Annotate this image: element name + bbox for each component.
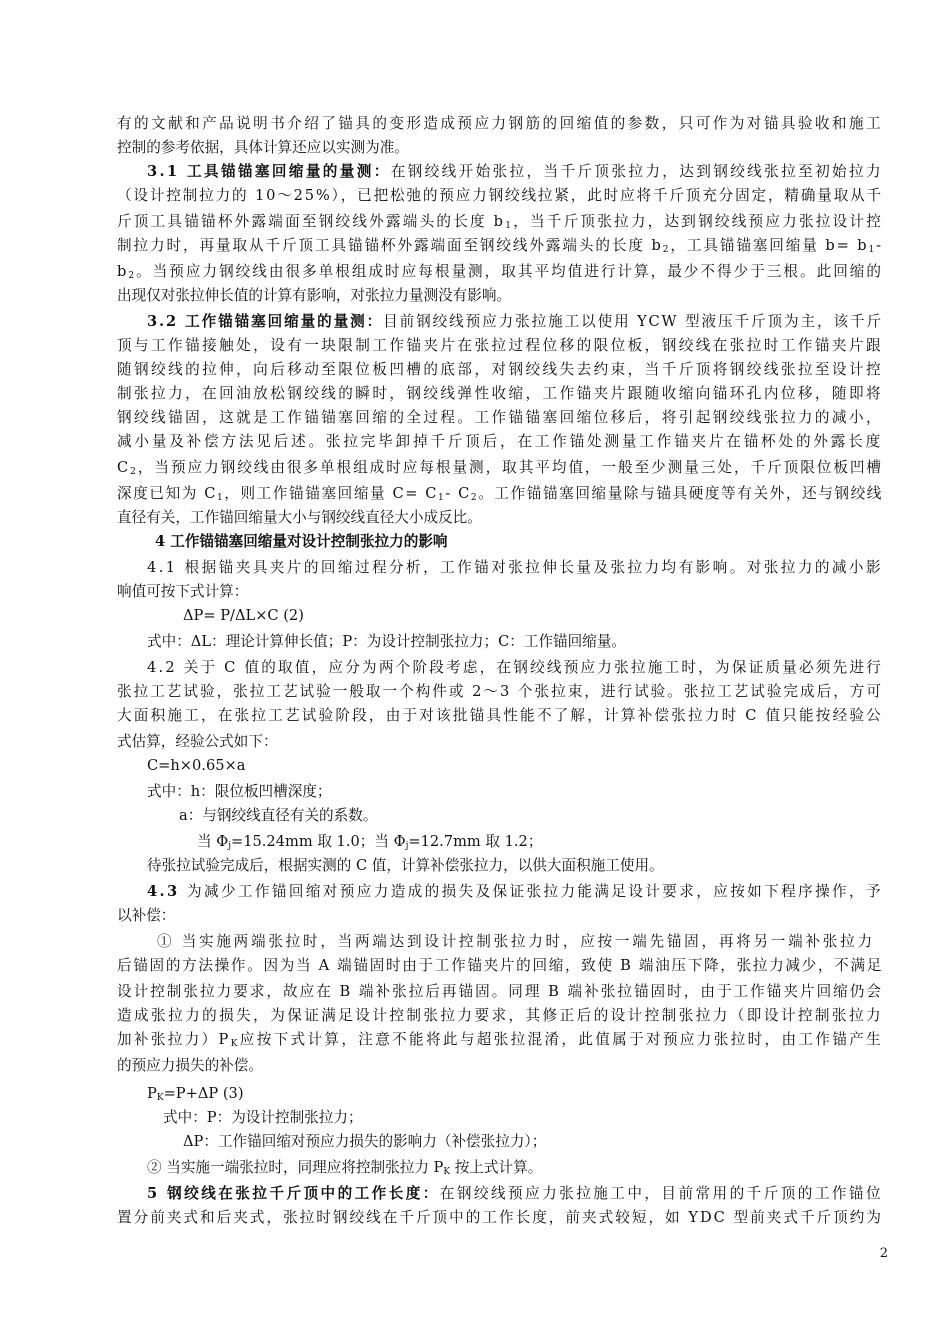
text-segment: ② 当实施一端张拉时，同理应将控制张拉力 P xyxy=(147,1159,444,1176)
text-segment: 4 工作锚锚塞回缩量对设计控制张拉力的影响 xyxy=(155,533,448,550)
text-segment: 造成张拉力的损失，为保证满足设计控制张拉力要求，其修正后的设计控制张拉力（即设计控制张拉力 xyxy=(117,1007,883,1024)
text-segment: 3.1 工具锚锚塞回缩量的量测： xyxy=(147,163,391,180)
text-segment: 减小量及补偿方法见后述。张拉完毕卸掉千斤顶后，在工作锚处测量工作锚夹片在锚杯处的外露长度 xyxy=(117,433,883,450)
text-segment: ，当千斤顶张拉力，达到钢绞线预应力张拉设计控 xyxy=(513,213,884,230)
text-segment: 加补张拉力）P xyxy=(117,1031,231,1048)
text-line xyxy=(147,160,883,184)
text-segment: =P+ΔP (3) xyxy=(163,1085,244,1102)
text-segment: 。当预应力钢绞线由很多单根组成时应每根量测，取其平均值进行计算，最少不得少于三根。此回缩的 xyxy=(136,263,883,280)
text-segment: 4.2 关于 C 值的取值，应分为两个阶段考虑，在钢绞线预应力张拉施工时，为保证质量必须先进行 xyxy=(147,659,884,676)
text-segment: 按上式计算。 xyxy=(450,1159,543,1176)
text-line xyxy=(163,1106,363,1130)
text-segment: - xyxy=(876,237,883,254)
subscript: 1 xyxy=(505,221,514,231)
subscript: 1 xyxy=(438,493,446,503)
text-segment: 制拉力时，再量取从千斤顶工具锚锚杯外露端面至钢绞线外露端头的长度 b xyxy=(117,237,663,254)
text-segment: ΔP= P/ΔL×C (2) xyxy=(183,607,304,624)
text-segment: 设计控制张拉力要求，故应在 B 端补张拉后再锚固。同理 B 端补张拉锚固时，由于工作锚夹片回缩仍会 xyxy=(117,983,883,1000)
text-segment: 待张拉试验完成后，根据实测的 C 值，计算补偿张拉力，以供大面积施工使用。 xyxy=(147,857,664,874)
text-line xyxy=(117,954,883,978)
text-line xyxy=(117,980,883,1004)
text-segment: 应按下式计算，注意不能将此与超张拉混淆，此值属于对预应力张拉时，由工作锚产生 xyxy=(239,1031,884,1048)
text-line xyxy=(117,184,883,208)
text-line xyxy=(117,136,409,160)
text-segment: C xyxy=(117,459,131,476)
subscript: j xyxy=(228,841,231,851)
text-segment: 4.3 xyxy=(147,883,187,900)
text-segment: 为减少工作锚回缩对预应力造成的损失及保证张拉力能满足设计要求，应按如下程序操作，予 xyxy=(187,883,883,900)
subscript: K xyxy=(443,1167,451,1177)
text-line xyxy=(117,680,883,704)
text-segment: 后锚固的方法操作。因为当 A 端锚固时由于工作锚夹片的回缩，致使 B 端油压下降，张拉力减少，不满足 xyxy=(117,957,883,974)
text-segment: 出现仅对张拉伸长值的计算有影响，对张拉力量测没有影响。 xyxy=(117,287,512,304)
text-line xyxy=(183,604,304,628)
text-segment: P xyxy=(147,1085,157,1102)
text-line xyxy=(117,482,883,506)
text-segment: 深度已知为 C xyxy=(117,485,217,502)
text-line xyxy=(147,1156,542,1180)
text-line xyxy=(197,830,542,854)
text-segment: 大面积施工，在张拉工艺试验阶段，由于对该批锚具性能不了解，计算补偿张拉力时 C 值只能按经验公 xyxy=(117,707,883,724)
text-segment: 随钢绞线的拉伸，向后移动至限位板凹槽的底部，对钢绞线失去约束，当千斤顶将钢绞线张拉至设计控 xyxy=(117,361,883,378)
text-line xyxy=(117,704,883,728)
text-line xyxy=(155,530,448,554)
text-segment: 斤顶工具锚锚杯外露端面至钢绞线外露端头的长度 b xyxy=(117,213,506,230)
text-segment: 目前钢绞线预应力张拉施工以使用 YCW 型液压千斤顶为主，该千斤 xyxy=(383,313,883,330)
text-line xyxy=(117,382,883,406)
text-line xyxy=(147,854,664,878)
subscript: K xyxy=(230,1039,240,1049)
text-line xyxy=(179,804,377,828)
text-line xyxy=(183,1130,546,1154)
text-line xyxy=(117,284,511,308)
text-line xyxy=(147,656,883,680)
text-segment: 当 Φ xyxy=(197,833,229,850)
text-line xyxy=(147,780,332,804)
subscript: j xyxy=(405,841,409,851)
text-line xyxy=(117,730,278,754)
text-line xyxy=(117,210,883,234)
text-line xyxy=(147,1182,883,1206)
text-segment: a：与钢绞线直径有关的系数。 xyxy=(179,807,378,824)
text-segment: 式中：h：限位板凹槽深度； xyxy=(147,783,332,800)
text-segment: - C xyxy=(445,485,471,502)
text-line xyxy=(147,880,883,904)
text-segment: 钢绞线锚固，这就是工作锚锚塞回缩的全过程。工作锚锚塞回缩位移后，将引起钢绞线张拉力的减小， xyxy=(117,409,883,426)
text-line xyxy=(117,334,883,358)
text-segment: 以补偿： xyxy=(117,907,176,924)
text-line xyxy=(117,358,883,382)
text-line xyxy=(117,580,248,604)
text-segment: 式估算，经验公式如下： xyxy=(117,733,278,750)
subscript: 2 xyxy=(662,245,671,255)
text-line xyxy=(157,930,875,954)
text-segment: 4.1 根据锚夹具夹片的回缩过程分析，工作锚对张拉伸长量及张拉力均有影响。对张拉力的减小影 xyxy=(147,559,883,576)
text-segment: （设计控制拉力的 10～25%），已把松弛的预应力钢绞线拉紧，此时应将千斤顶充分固定，精确量取从千 xyxy=(117,187,883,204)
subscript: 2 xyxy=(130,467,138,477)
text-segment: =15.24mm 取 1.0；当 Φ xyxy=(231,833,406,850)
text-line xyxy=(147,556,883,580)
text-line xyxy=(117,456,883,480)
text-segment: ，当预应力钢绞线由很多单根组成时应每根量测，取其平均值，一般至少测量三处，千斤顶限位板凹槽 xyxy=(137,459,883,476)
text-line xyxy=(117,260,883,284)
text-segment: =12.7mm 取 1.2； xyxy=(408,833,543,850)
text-segment: 控制的参考依据，具体计算还应以实测为准。 xyxy=(117,139,409,156)
text-segment: 3.2 工作锚锚塞回缩量的量测： xyxy=(147,313,384,330)
text-segment: 有的文献和产品说明书介绍了锚具的变形造成预应力钢筋的回缩值的参数，只可作为对锚具验收和施工 xyxy=(117,115,883,132)
text-segment: 响值可按下式计算： xyxy=(117,583,249,600)
text-segment: 制张拉力，在回油放松钢绞线的瞬时，钢绞线弹性收缩，工作锚夹片跟随收缩向锚环孔内位移，随即将 xyxy=(117,385,883,402)
text-line xyxy=(147,1082,244,1106)
text-line xyxy=(117,1004,883,1028)
text-line xyxy=(147,754,245,778)
text-segment: b xyxy=(117,263,129,280)
text-segment: 直径有关，工作锚回缩量大小与钢绞线直径大小成反比。 xyxy=(117,509,482,526)
text-line xyxy=(117,406,883,430)
subscript: 1 xyxy=(868,245,877,255)
subscript: 2 xyxy=(128,271,137,281)
text-line xyxy=(117,1206,883,1230)
text-line xyxy=(117,234,883,258)
text-segment: 在钢绞线开始张拉，当千斤顶张拉力，达到钢绞线张拉至初始拉力 xyxy=(390,163,883,180)
text-segment: C=h×0.65×a xyxy=(147,757,246,774)
text-line xyxy=(117,430,883,454)
text-segment: ，工具锚锚塞回缩量 b= b xyxy=(670,237,869,254)
subscript: K xyxy=(156,1093,164,1103)
text-segment: 顶与工作锚接触处，设有一块限制工作锚夹片在张拉过程位移的限位板，钢绞线在张拉时工作锚夹片跟 xyxy=(117,337,883,354)
page-number: 2 xyxy=(879,1246,888,1261)
text-line xyxy=(117,112,883,136)
text-segment: ΔP：工作锚回缩对预应力损失的影响力（补偿张拉力）； xyxy=(183,1133,547,1150)
text-line xyxy=(117,904,175,928)
subscript: 1 xyxy=(216,493,225,503)
text-line xyxy=(117,1028,883,1052)
text-line xyxy=(117,506,482,530)
text-segment: 置分前夹式和后夹式，张拉时钢绞线在千斤顶中的工作长度，前夹式较短，如 YDC 型前夹式千斤顶约为 xyxy=(117,1209,883,1226)
text-segment: 张拉工艺试验，张拉工艺试验一般取一个构件或 2～3 个张拉束，进行试验。张拉工艺试验完成后，方可 xyxy=(117,683,883,700)
text-segment: 。工作锚锚塞回缩量除与锚具硬度等有关外，还与钢绞线 xyxy=(478,485,883,502)
text-segment: 式中：ΔL：理论计算伸长值；P：为设计控制张拉力；C：工作锚回缩量。 xyxy=(147,633,627,650)
subscript: 2 xyxy=(470,493,479,503)
text-segment: 在钢绞线预应力张拉施工中，目前常用的千斤顶的工作锚位 xyxy=(439,1185,883,1202)
text-line xyxy=(117,1054,263,1078)
text-segment: ，则工作锚锚塞回缩量 C= C xyxy=(224,485,439,502)
text-segment: 式中：P：为设计控制张拉力； xyxy=(163,1109,363,1126)
text-segment: 5 钢绞线在张拉千斤顶中的工作长度： xyxy=(147,1185,440,1202)
text-line xyxy=(147,310,883,334)
text-segment: ① 当实施两端张拉时，当两端达到设计控制张拉力时，应按一端先锚固，再将另一端补张拉力 xyxy=(157,933,875,950)
text-segment: 的预应力损失的补偿。 xyxy=(117,1057,263,1074)
text-line xyxy=(147,630,626,654)
